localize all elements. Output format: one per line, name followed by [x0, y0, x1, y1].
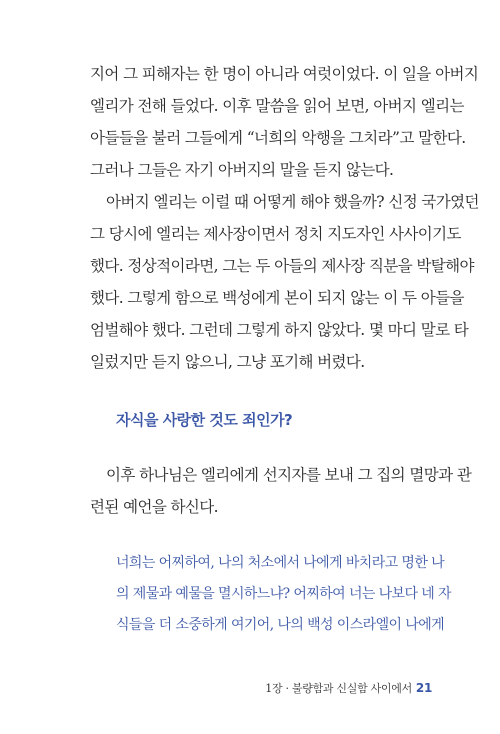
paragraph-2	[90, 186, 479, 378]
paragraph-3	[90, 459, 472, 523]
quote-line: 식들을 더 소중하게 여기어, 나의 백성 이스라엘이 나에게	[116, 617, 445, 633]
section-heading: 자식을 사랑한 것도 죄인가?	[116, 411, 293, 429]
text-line: 엘리가 전해 들었다. 이후 말씀을 읽어 보면, 아버지 엘리는	[90, 97, 464, 115]
paragraph-1	[90, 58, 479, 186]
text-line: 엄벌해야 했다. 그런데 그렇게 하지 않았다. 몇 마디 말로 타	[90, 321, 469, 339]
quote-line: 의 제물과 예물을 멸시하느냐? 어찌하여 너는 나보다 네 자	[116, 586, 451, 602]
text-line: 일렀지만 듣지 않으니, 그냥 포기해 버렸다.	[90, 353, 365, 371]
quote-line: 너희는 어찌하여, 나의 처소에서 나에게 바치라고 명한 나	[116, 555, 445, 571]
text-line: 아버지 엘리는 이럴 때 어떻게 해야 했을까? 신정 국가였던	[106, 193, 479, 211]
page-number: 21	[415, 681, 432, 695]
text-line: 그 당시에 엘리는 제사장이면서 정치 지도자인 사사이기도	[90, 225, 461, 243]
text-line: 했다. 정상적이라면, 그는 두 아들의 제사장 직분을 박탈해야	[90, 257, 474, 275]
text-line: 아들들을 불러 그들에게 “너희의 악행을 그치라”고 말한다.	[90, 129, 466, 147]
scripture-quote	[116, 548, 451, 641]
text-line: 련된 예언을 하신다.	[90, 498, 218, 516]
text-line: 지어 그 피해자는 한 명이 아니라 여럿이었다. 이 일을 아버지	[90, 65, 479, 83]
chapter-title: 1장 · 불량함과 신실함 사이에서	[265, 682, 412, 695]
text-line: 그러나 그들은 자기 아버지의 말을 듣지 않는다.	[90, 161, 394, 179]
text-line: 했다. 그렇게 함으로 백성에게 본이 되지 않는 이 두 아들을	[90, 289, 464, 307]
text-line: 이후 하나님은 엘리에게 선지자를 보내 그 집의 멸망과 관	[106, 466, 472, 484]
page-footer	[265, 680, 432, 696]
